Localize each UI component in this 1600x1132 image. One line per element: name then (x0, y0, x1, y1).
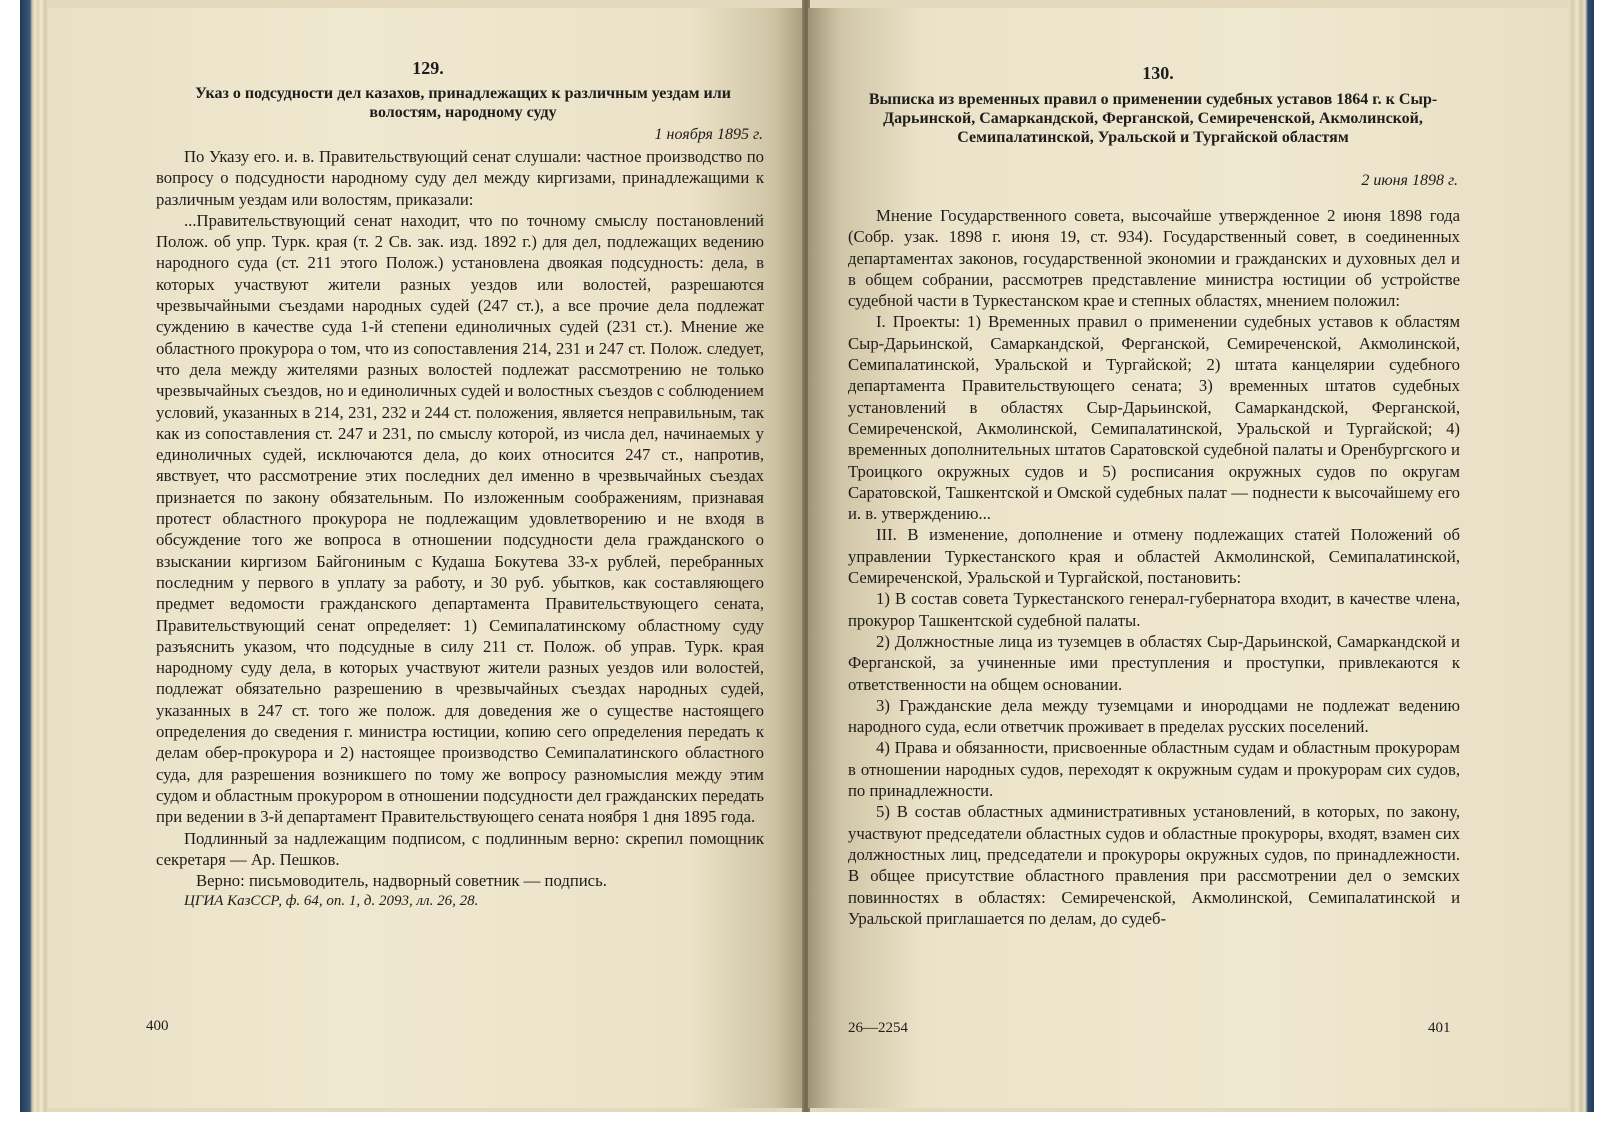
paragraph: 4) Права и обязанности, присвоенные областным судам и областным прокурорам в отношении народных судов, переходят к окружным судам и прокурорам сих судов, по принадлежности. (848, 738, 1460, 801)
document-date: 1 ноября 1895 г. (654, 126, 763, 143)
left-page (48, 8, 804, 1108)
document-body (848, 205, 1460, 929)
page-number: 400 (146, 1018, 169, 1034)
document-number: 129. (412, 58, 444, 78)
page-number: 401 (1428, 1020, 1451, 1036)
paragraph: 1) В состав совета Туркестанского генерал-губернатора входит, в качестве члена, прокурор Ташкентской судебной палаты. (848, 589, 1460, 630)
paragraph: 2) Должностные лица из туземцев в областях Сыр-Дарьинской, Самаркандской и Ферганской, за учиненные ими преступления и проступки, привлекаются к ответственности на общем основании. (848, 631, 1460, 694)
paragraph: Подлинный за надлежащим подписом, с подлинным верно: скрепил помощник секретаря — Ар. Пешков. (156, 828, 764, 869)
paragraph: По Указу его. и. в. Правительствующий сенат слушали: частное производство по вопросу о подсудности народному суду дел между киргизами, принадлежащими к различным уездам или волостям, приказали: (156, 147, 764, 209)
document-date: 2 июня 1898 г. (1361, 172, 1458, 189)
archive-reference: ЦГИА КазССР, ф. 64, оп. 1, д. 2093, лл. 26, 28. (184, 893, 479, 910)
paragraph: 5) В состав областных административных установлений, в которых, по закону, участвуют председатели областных судов и областные прокуроры, входят, взамен сих должностных лиц, председатели и прокуроры окружных судов, по принадлежности. В общее присутствие областного правления при рассмотрении дел о земских повинностях в областях: Семиреченской, Акмолинской, Семипалатинской и Уральской приглашается по делам, до судеб- (848, 802, 1460, 928)
paragraph: I. Проекты: 1) Временных правил о применении судебных уставов к областям Сыр-Дарьинской, Самаркандской, Ферганской, Семиреченской, Акмолинской, Семипалатинской, Уральской и Тургайской; 2) штата канцелярии судебного департамента Правительствующего сената; 3) временных штатов судебных установлений в областях Сыр-Дарьинской, Самаркандской, Ферганской, Семиреченской, Акмолинской, Семипалатинской, Уральской и Тургайской; 4) временных дополнительных штатов Саратовской судебной палаты и Оренбургского и Троицкого окружных судов и 5) росписания окружных судов по округам Саратовской, Ташкентской и Омской судебных палат — поднести к высочайшему его и. в. утверждению... (848, 312, 1460, 524)
paragraph: ...Правительствующий сенат находит, что по точному смыслу постановлений Полож. об упр. Турк. края (т. 2 Св. зак. изд. 1892 г.) для дел, подлежащих ведению народного суда (ст. 211 этого Полож.) установлена двоякая подсудность: дела, в которых участвуют жители разных уездов или волостей, разрешаются чрезвычайными съездами народных судей (247 ст.), а все прочие дела подлежат суждению в качестве суда 1-й степени единоличных судей (231 ст.). Мнение же областного прокурора о том, что из сопоставления 214, 231 и 247 ст. Полож. следует, что дела между жителями разных волостей подлежат рассмотрению не только чрезвычайных съездов, но и единоличных судей и волостных съездов с соблюдением условий, указанных в 214, 231, 232 и 244 ст. положения, является неправильным, так как из сопоставления ст. 247 и 231, по смыслу которой, из числа дел, начинаемых у единоличных судей, исключаются дела, до коих относится 247 ст., напротив, явствует, что рассмотрение этих последних дел именно в чрезвычайных съездах признается по закону обязательным. По изложенным соображениям, признавая протест областного прокурора не подлежащим удовлетворению и не входя в обсуждение того же вопроса в отношении подсудности дела гражданского о взыскании киргизом Байгониным с Кудаша Бокутева 33-х рублей, перебранных последним у первого в уплату за работу, и 30 руб. убытков, как составляющего предмет ведомости гражданского департамента Правительствующего сената, Правительствующий сенат определяет: 1) Семипалатинскому областному суду разъяснить указом, что подсудные в силу 211 ст. Полож. об управ. Турк. края народному суду дела, в которых участвуют жители разных уездов или волостей, подлежат обязательно разрешению в чрезвычайных съездах народных судей, указанных в 247 ст. того же полож. для доведения же о существе настоящего определения до сведения г. министра юстиции, копию сего определения передать к делам обер-прокурора и 2) настоящее производство Семипалатинского областного суда, для разрешения возникшего по тому же вопросу разномыслия между этим судом и областным прокурором в отношении подсудности дел гражданских передать при ведении в 3-й департамент Правительствующего сената ноября 1 дня 1895 года. (156, 210, 764, 827)
open-book (20, 0, 1594, 1112)
paragraph: Верно: письмоводитель, надворный советник — подпись. (196, 871, 607, 891)
paragraph: III. В изменение, дополнение и отмену подлежащих статей Положений об управлении Туркестанского края и областей Акмолинской, Семипалатинской, Семиреченской, Уральской и Тургайской, постановить: (848, 525, 1460, 588)
signature-mark: 26—2254 (848, 1020, 908, 1036)
document-title: Выписка из временных правил о применении судебных уставов 1864 г. к Сыр-Дарьинской, Самаркандской, Ферганской, Семиреченской, Акмолинской, Семипалатинской, Уральской и Тургайской областям (868, 91, 1438, 146)
document-number: 130. (1142, 63, 1174, 83)
book-edge-right (1568, 0, 1594, 1112)
document-title: Указ о подсудности дел казахов, принадлежащих к различным уездам или волостям, народному суду (195, 85, 731, 121)
right-page (808, 8, 1568, 1108)
document-body (156, 146, 764, 913)
book-edge-left (20, 0, 48, 1112)
paragraph: Мнение Государственного совета, высочайше утвержденное 2 июня 1898 года (Собр. узак. 1898 г. июня 19, ст. 934). Государственный совет, в соединенных департаментах законов, государственной экономии и гражданских и духовных дел и в общем собрании, рассмотрев представление министра юстиции об устройстве судебной части в Туркестанском крае и степных областях, мнением положил: (848, 206, 1460, 311)
paragraph: 3) Гражданские дела между туземцами и инородцами не подлежат ведению народного суда, если ответчик проживает в пределах русских поселений. (848, 695, 1460, 737)
